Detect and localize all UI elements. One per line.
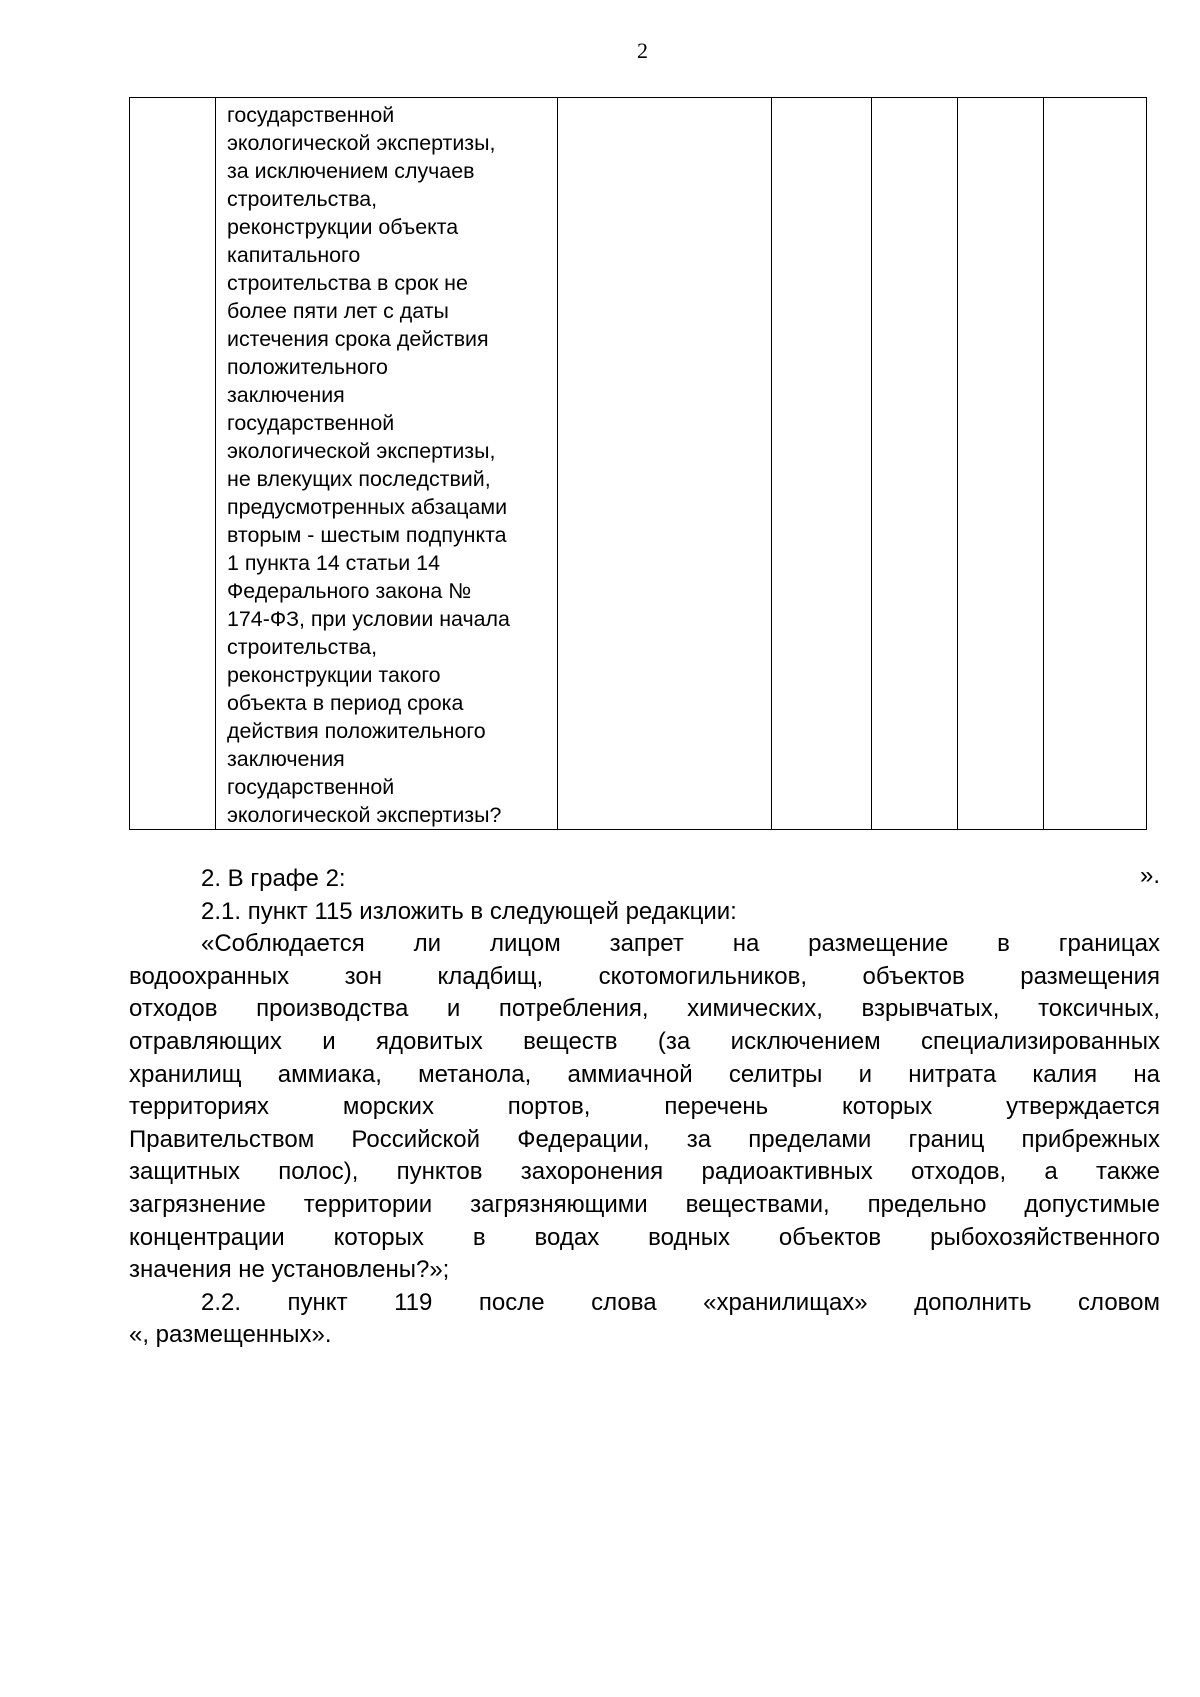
quote-line: территориях морских портов, перечень которых утверждается xyxy=(129,1093,1160,1121)
question-line: государственной xyxy=(227,103,395,127)
question-line: вторым - шестым подпункта xyxy=(227,523,507,547)
question-line: государственной xyxy=(227,775,395,799)
question-line: реконструкции такого xyxy=(227,663,441,687)
quote-line: концентрации которых в водах водных объектов рыбохозяйственного xyxy=(129,1223,1160,1251)
item-2-1: 2.1. пункт 115 изложить в следующей редакции: xyxy=(201,897,737,925)
question-line: строительства, xyxy=(227,635,378,659)
item-2-2-line-1: 2.2. пункт 119 после слова «хранилищах» дополнить словом xyxy=(201,1288,1160,1316)
question-line: капитального xyxy=(227,243,361,267)
question-line: экологической экспертизы, xyxy=(227,131,496,155)
question-line: объекта в период срока xyxy=(227,691,464,715)
answer-no-cell xyxy=(872,98,958,830)
answer-na-cell xyxy=(958,98,1044,830)
question-line: 1 пункта 14 статьи 14 xyxy=(227,551,440,575)
quote-last-line: значения не установлены?»; xyxy=(129,1256,450,1284)
notes-cell xyxy=(1044,98,1147,830)
quote-line: отходов производства и потребления, химических, взрывчатых, токсичных, xyxy=(129,995,1160,1023)
table-row xyxy=(130,98,1147,830)
question-line: более пяти лет с даты xyxy=(227,299,449,323)
item-2-heading: 2. В графе 2: xyxy=(201,865,346,892)
question-line: реконструкции объекта xyxy=(227,215,459,239)
quote-line: «Соблюдается ли лицом запрет на размещение в границах xyxy=(201,930,1160,958)
question-line: 174-ФЗ, при условии начала xyxy=(227,607,510,631)
question-line: строительства в срок не xyxy=(227,271,468,295)
question-cell xyxy=(216,98,558,830)
quote-line: водоохранных зон кладбищ, скотомогильников, объектов размещения xyxy=(129,962,1160,990)
amendment-text xyxy=(129,863,1160,1352)
question-line: экологической экспертизы? xyxy=(227,803,502,827)
question-line: экологической экспертизы, xyxy=(227,439,496,463)
quote-line: загрязнение территории загрязняющими веществами, предельно допустимые xyxy=(129,1190,1160,1218)
question-line: действия положительного xyxy=(227,719,486,743)
question-line: государственной xyxy=(227,411,395,435)
closing-quote: ». xyxy=(1139,862,1160,889)
answer-yes-cell xyxy=(772,98,872,830)
quote-line: защитных полос), пунктов захоронения радиоактивных отходов, а также xyxy=(129,1158,1160,1186)
quote-line: Правительством Российской Федерации, за пределами границ прибрежных xyxy=(129,1125,1160,1153)
question-line: Федерального закона № xyxy=(227,579,472,603)
item-2-2-line-2: «, размещенных». xyxy=(129,1321,332,1349)
question-line: не влекущих последствий, xyxy=(227,467,491,491)
question-line: за исключением случаев xyxy=(227,159,475,183)
checklist-table xyxy=(129,97,1147,830)
quote-line: хранилищ аммиака, метанола, аммиачной селитры и нитрата калия на xyxy=(129,1060,1160,1088)
number-cell xyxy=(130,98,216,830)
legal-basis-cell xyxy=(558,98,772,830)
question-line: строительства, xyxy=(227,187,378,211)
question-line: заключения xyxy=(227,747,345,771)
quoted-wording xyxy=(129,928,1160,1254)
question-line: заключения xyxy=(227,383,345,407)
question-line: истечения срока действия xyxy=(227,327,489,351)
question-line: положительного xyxy=(227,355,388,379)
page-number: 2 xyxy=(637,38,648,63)
question-line: предусмотренных абзацами xyxy=(227,495,508,519)
quote-line: отравляющих и ядовитых веществ (за исключением специализированных xyxy=(129,1027,1160,1055)
